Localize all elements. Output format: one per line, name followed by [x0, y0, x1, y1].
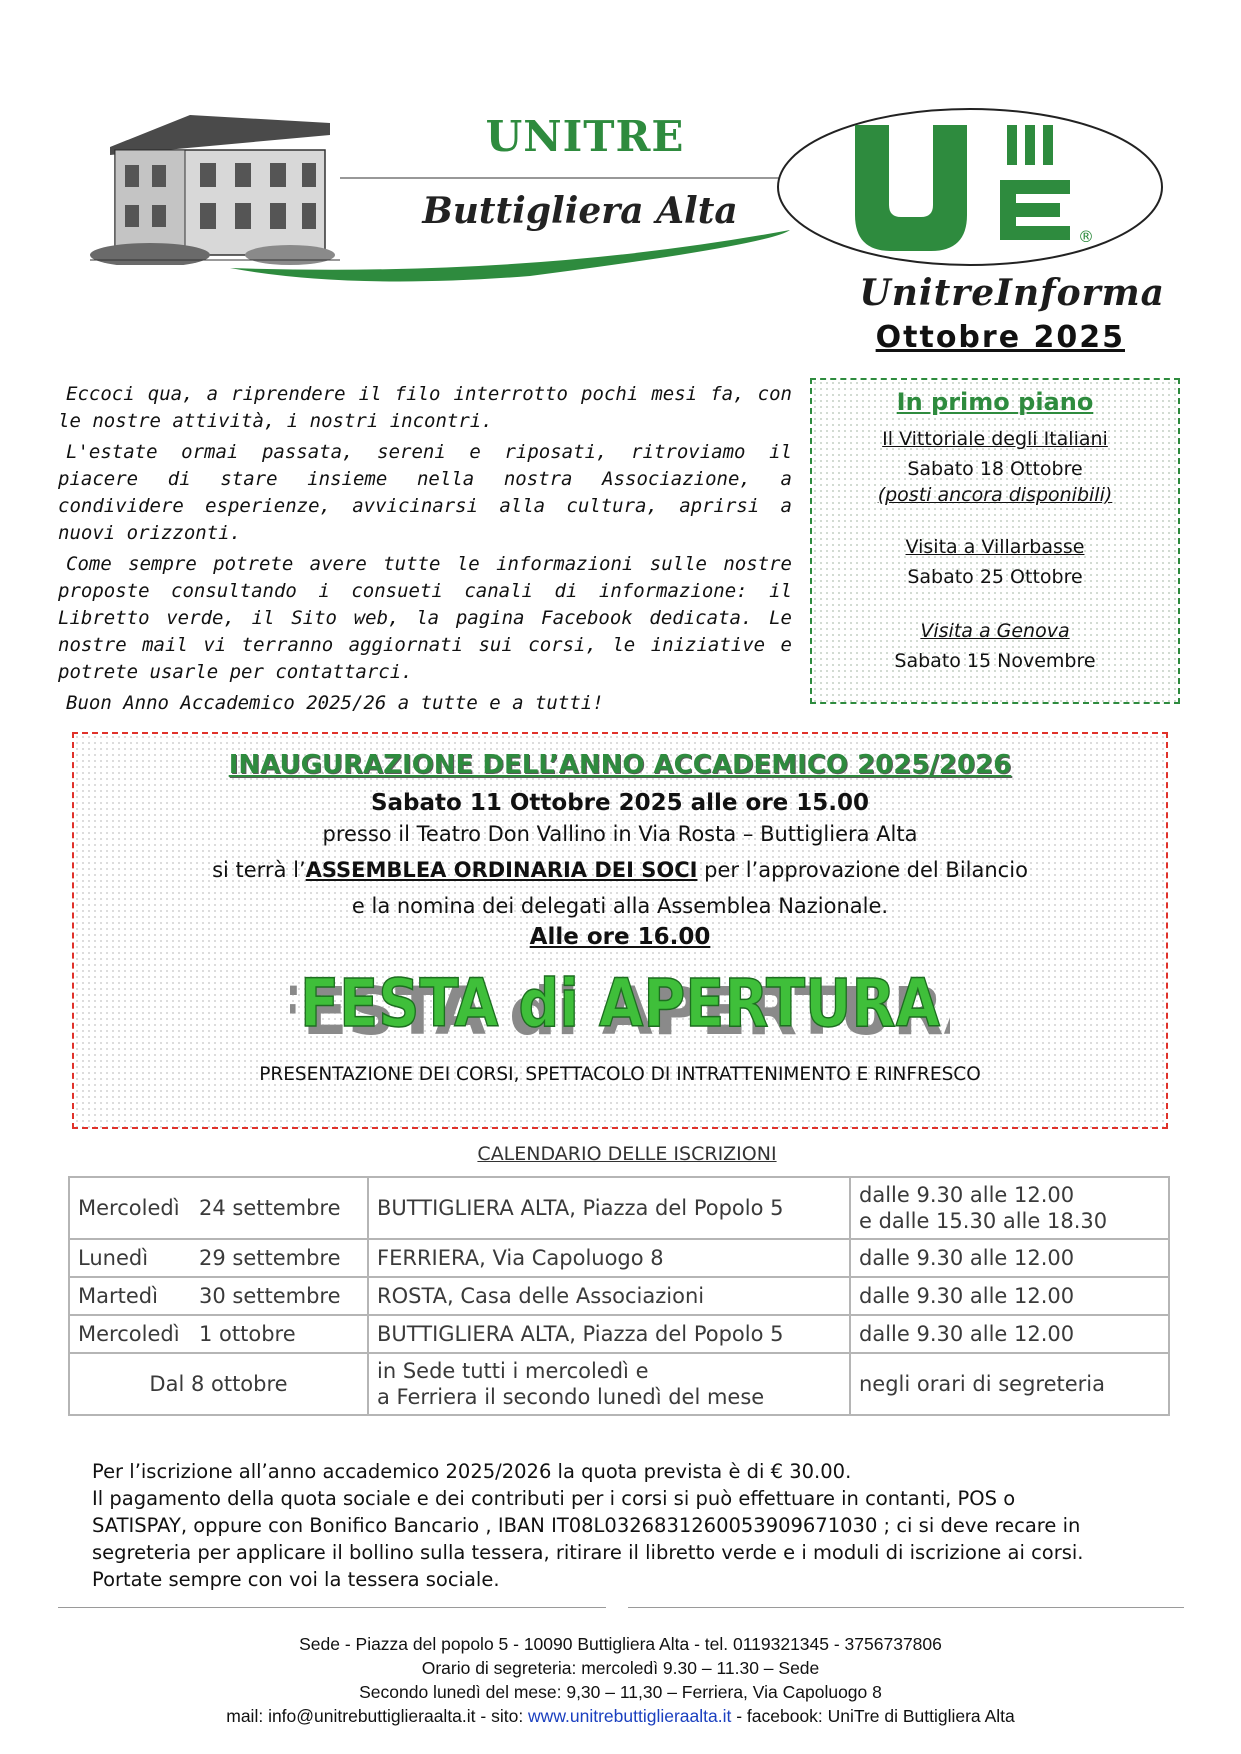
divider	[628, 1607, 1184, 1608]
highlights-title: In primo piano	[896, 388, 1094, 416]
day-cell: Mercoledì	[69, 1315, 191, 1353]
fees-line: Per l’iscrizione all’anno accademico 2025/2026 la quota prevista è di € 30.00.	[92, 1460, 852, 1483]
day-cell: Martedì	[69, 1277, 191, 1315]
date-cell: 29 settembre	[191, 1239, 368, 1277]
highlight-event	[812, 532, 1178, 592]
hours-cell: dalle 9.30 alle 12.00	[850, 1239, 1169, 1277]
highlight-event	[812, 616, 1178, 676]
event-name: Visita a Villarbasse	[905, 536, 1085, 558]
fees-line: Il pagamento della quota sociale e dei contributi per i corsi si può effettuare in contanti, POS o	[92, 1487, 1016, 1510]
highlight-event	[812, 424, 1178, 506]
place-cell: in Sede tutti i mercoledì e a Ferriera il secondo lunedì del mese	[368, 1353, 850, 1415]
newsletter-name: UnitreInforma	[859, 272, 1165, 314]
hours-cell: dalle 9.30 alle 12.00	[850, 1315, 1169, 1353]
intro-text	[58, 381, 792, 721]
assembly-line: si terrà l’ASSEMBLEA ORDINARIA DEI SOCI per l’approvazione del Bilancio	[212, 858, 1028, 882]
hours-cell: dalle 9.30 alle 12.00	[850, 1277, 1169, 1315]
footer	[0, 1632, 1241, 1728]
building-illustration	[90, 95, 340, 265]
event-note: (posti ancora disponibili)	[877, 484, 1113, 506]
assembly-name: ASSEMBLEA ORDINARIA DEI SOCI	[305, 858, 698, 882]
hours-cell: dalle 9.30 alle 12.00 e dalle 15.30 alle 18.30	[850, 1177, 1169, 1239]
table-row	[69, 1277, 1169, 1315]
fees-line: segreteria per applicare il bollino sulla tessera, ritirare il libretto verde e i moduli di iscrizione ai corsi.	[92, 1541, 1084, 1564]
table-row	[69, 1239, 1169, 1277]
date-cell: 1 ottobre	[191, 1315, 368, 1353]
highlights-box	[810, 378, 1180, 704]
inauguration-title: INAUGURAZIONE DELL’ANNO ACCADEMICO 2025/2026	[228, 750, 1012, 780]
intro-paragraph: Eccoci qua, a riprendere il filo interrotto pochi mesi fa, con le nostre attività, i nostri incontri.	[58, 383, 792, 432]
hours-cell: negli orari di segreteria	[850, 1353, 1169, 1415]
unitre-logo	[775, 105, 1165, 295]
registered-mark: ®	[1078, 227, 1094, 246]
delegates-line: e la nomina dei delegati alla Assemblea Nazionale.	[351, 894, 889, 918]
svg-text:FESTA di APERTURA: ESTA di APERTUR	[302, 973, 944, 1050]
table-row	[69, 1353, 1169, 1415]
brand-title: UNITRE	[485, 112, 685, 161]
registration-calendar	[68, 1176, 1170, 1416]
date-cell: 30 settembre	[191, 1277, 368, 1315]
footer-office-hours: Orario di segreteria: mercoledì 9.30 – 11.30 – Sede	[421, 1658, 820, 1678]
period-cell: Dal 8 ottobre	[69, 1353, 368, 1415]
website-link[interactable]: www.unitrebuttiglieraalta.it	[528, 1706, 732, 1726]
event-name: Visita a Genova	[920, 620, 1070, 642]
inauguration-box	[72, 732, 1168, 1129]
place-cell: FERRIERA, Via Capoluogo 8	[368, 1239, 850, 1277]
intro-paragraph: Buon Anno Accademico 2025/26 a tutte e a tutti!	[66, 692, 604, 714]
festa-time: Alle ore 16.00	[529, 924, 711, 950]
day-cell: Lunedì	[69, 1239, 191, 1277]
inauguration-datetime: Sabato 11 Ottobre 2025 alle ore 15.00	[370, 790, 870, 816]
event-date: Sabato 25 Ottobre	[907, 566, 1083, 588]
festa-title-art	[290, 960, 950, 1052]
fees-line: Portate sempre con voi la tessera sociale.	[92, 1568, 500, 1591]
brand-subtitle: Buttigliera Alta	[422, 190, 738, 232]
footer-ferriera-hours: Secondo lunedì del mese: 9,30 – 11,30 – Ferriera, Via Capoluogo 8	[359, 1682, 882, 1702]
footer-address: Sede - Piazza del popolo 5 - 10090 Buttigliera Alta - tel. 0119321345 - 3756737806	[299, 1634, 942, 1654]
event-date: Sabato 18 Ottobre	[907, 458, 1083, 480]
issue-date: Ottobre 2025	[875, 320, 1125, 355]
footer-contacts: mail: info@unitrebuttiglieraalta.it - sito: www.unitrebuttiglieraalta.it - facebook: UniTre di Buttigliera Alta	[226, 1706, 1015, 1726]
intro-paragraph: Come sempre potrete avere tutte le informazioni sulle nostre proposte consultando i consueti canali di informazione: il Libretto verde, il Sito web, la pagina Facebook dedicata. Le nostre mail vi terranno aggiornati sui corsi, le iniziative e potrete usarle per contattarci.	[58, 553, 792, 683]
festa-program: PRESENTAZIONE DEI CORSI, SPETTACOLO DI INTRATTENIMENTO E RINFRESCO	[259, 1064, 981, 1085]
event-date: Sabato 15 Novembre	[894, 650, 1096, 672]
day-cell: Mercoledì	[69, 1177, 191, 1239]
fees-line: SATISPAY, oppure con Bonifico Bancario , IBAN IT08L0326831260053909671030 ; ci si deve recare in	[92, 1514, 1081, 1537]
event-name: Il Vittoriale degli Italiani	[882, 428, 1108, 450]
date-cell: 24 settembre	[191, 1177, 368, 1239]
table-row	[69, 1315, 1169, 1353]
place-cell: BUTTIGLIERA ALTA, Piazza del Popolo 5	[368, 1315, 850, 1353]
divider	[58, 1607, 606, 1608]
inauguration-location: presso il Teatro Don Vallino in Via Rosta – Buttigliera Alta	[322, 822, 918, 846]
place-cell: BUTTIGLIERA ALTA, Piazza del Popolo 5	[368, 1177, 850, 1239]
intro-paragraph: L'estate ormai passata, sereni e riposati, ritroviamo il piacere di stare insieme nella nostra Associazione, a condividere esperienze, avvicinarsi alla cultura, aprirsi a nuovi orizzonti.	[58, 441, 792, 544]
fees-info	[92, 1458, 1182, 1593]
calendar-title: CALENDARIO DELLE ISCRIZIONI	[477, 1143, 777, 1165]
email-text: info@unitrebuttiglieraalta.it	[268, 1706, 476, 1726]
festa-title: FESTA di APERTURA	[300, 965, 940, 1042]
place-cell: ROSTA, Casa delle Associazioni	[368, 1277, 850, 1315]
table-row	[69, 1177, 1169, 1239]
